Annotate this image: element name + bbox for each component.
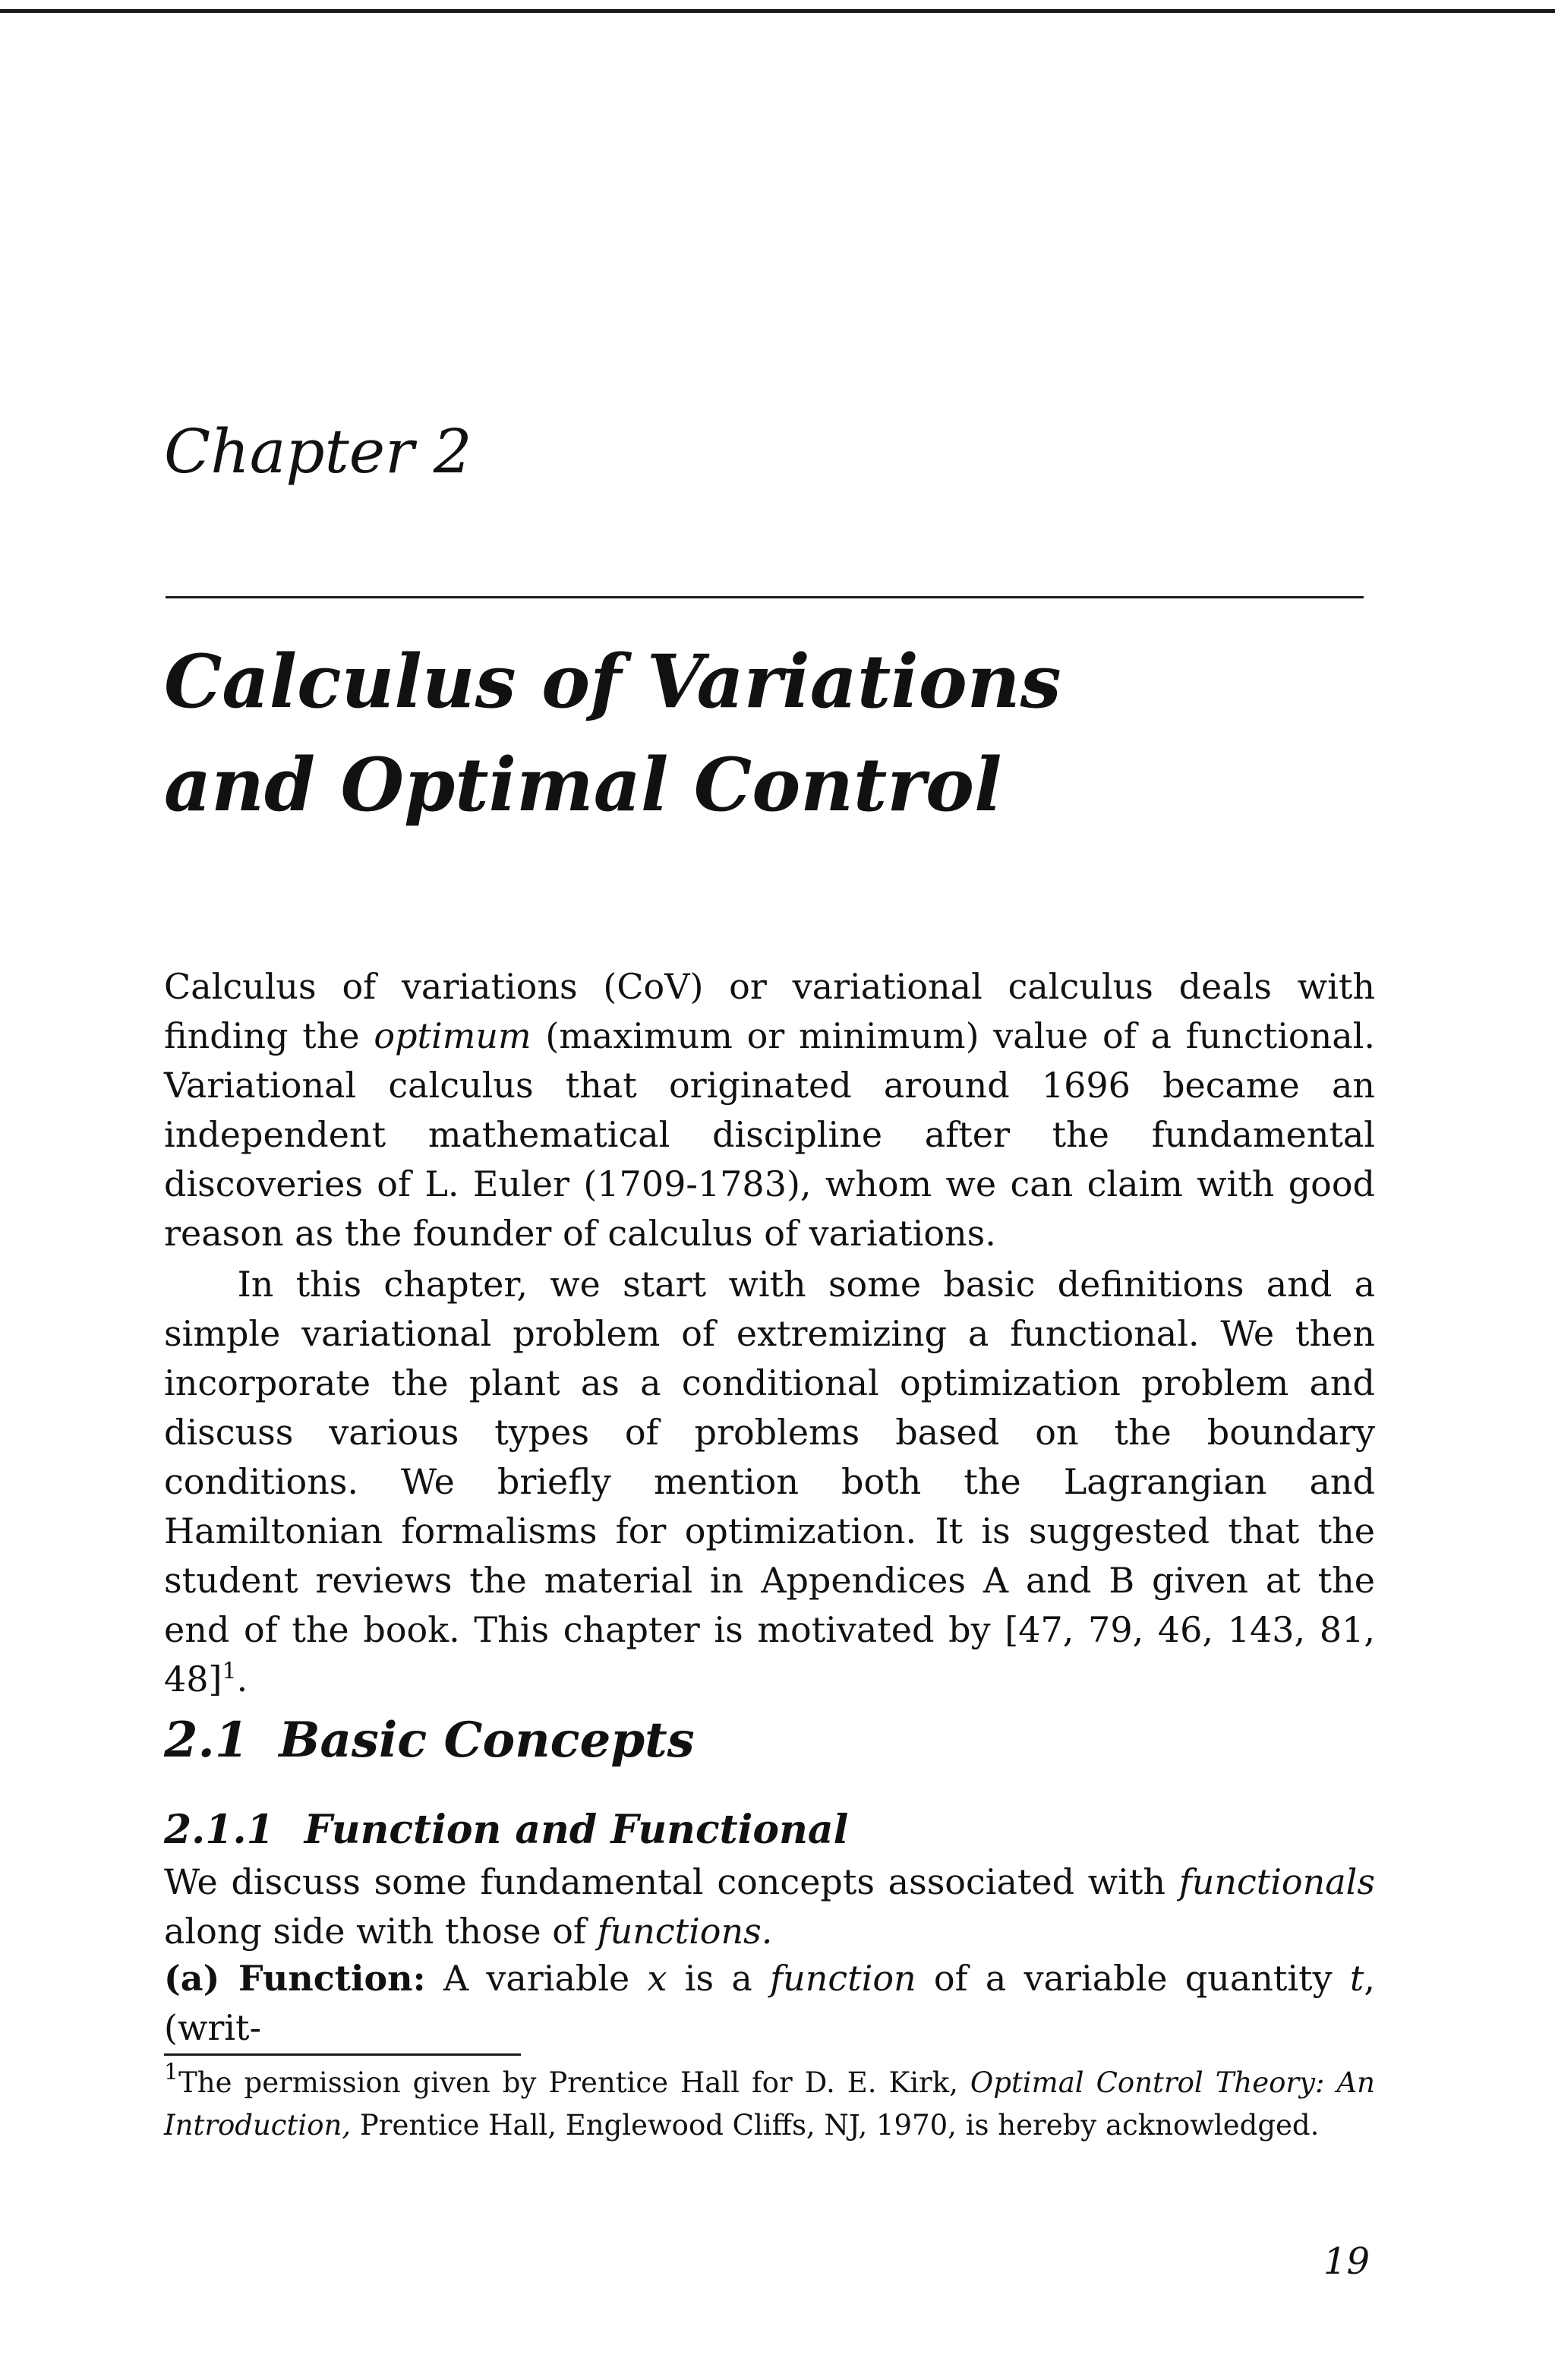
section-heading xyxy=(164,1712,695,1769)
p3-text-2: along side with those of xyxy=(164,1911,598,1952)
section-title: Basic Concepts xyxy=(279,1712,695,1769)
variable-t: t xyxy=(1349,1958,1364,1999)
body-paragraph-4 xyxy=(164,1954,1375,2053)
definition-label: (a) Function: xyxy=(164,1958,426,1999)
body-paragraph-3 xyxy=(164,1858,1375,1956)
footnote-reference: 1 xyxy=(222,1658,237,1685)
footnote-text-1: The permission given by Prentice Hall for D. E. Kirk, xyxy=(178,2066,970,2099)
intro-p2-text: In this chapter, we start with some basic definitions and a simple variational problem of extremizing a functional. We then incorporate the plant as a conditional optimization problem and discuss various types of problems based on the boundary conditions. We briefly mention both the Lagrangian and Hamiltonian formalisms for optimization. It is suggested that the student reviews the material in Appendices A and B given at the end of the book. This chapter is motivated by [47, 79, 46, 143, 81, 48] xyxy=(164,1264,1375,1700)
p3-emphasis-2: functions. xyxy=(597,1911,773,1952)
intro-p1-text-2: (maximum or minimum) value of a functional. Variational calculus that originated around 1696 became an independent mathematical discipline after the fundamental discoveries of L. Euler (1709-1783), whom we can claim with good reason as the founder of calculus of variations. xyxy=(164,1015,1375,1254)
p4-text-1: A variable xyxy=(425,1958,648,1999)
p4-text-2: is a xyxy=(667,1958,771,1999)
chapter-title-rule xyxy=(166,596,1364,598)
subsection-heading xyxy=(164,1807,849,1853)
subsection-number: 2.1.1 xyxy=(164,1807,274,1853)
intro-p1-emphasis: optimum xyxy=(374,1015,531,1056)
p4-text-3: of a variable quantity xyxy=(916,1958,1350,1999)
page-number: 19 xyxy=(1323,2240,1370,2283)
p4-emphasis: function xyxy=(770,1958,916,1999)
intro-paragraph-2 xyxy=(164,1260,1375,1704)
intro-p1-text-1: Calculus of variations (CoV) or variational calculus deals with finding the xyxy=(164,966,1375,1056)
chapter-title xyxy=(164,630,1379,837)
chapter-label: Chapter 2 xyxy=(164,416,472,487)
footnote-text-2: Prentice Hall, Englewood Cliffs, NJ, 1970, is hereby acknowledged. xyxy=(351,2109,1320,2142)
section-number: 2.1 xyxy=(164,1712,249,1769)
chapter-title-line-1: Calculus of Variations xyxy=(164,639,1061,724)
p3-text-1: We discuss some fundamental concepts associated with xyxy=(164,1861,1179,1902)
chapter-title-line-2: and Optimal Control xyxy=(164,742,1002,828)
intro-paragraph-1 xyxy=(164,962,1375,1258)
intro-p2-end: . xyxy=(236,1659,248,1700)
footnote-mark: 1 xyxy=(164,2059,179,2086)
footnote-rule xyxy=(164,2053,521,2056)
subsection-title: Function and Functional xyxy=(304,1807,849,1853)
footnote xyxy=(164,2059,1375,2147)
p4-text-4: , (writ- xyxy=(164,1958,1375,2048)
top-rule xyxy=(0,9,1555,13)
footnote-book-title: Optimal Control Theory: An Introduction, xyxy=(164,2066,1375,2142)
p3-emphasis-1: functionals xyxy=(1178,1861,1375,1902)
variable-x: x xyxy=(647,1958,667,1999)
